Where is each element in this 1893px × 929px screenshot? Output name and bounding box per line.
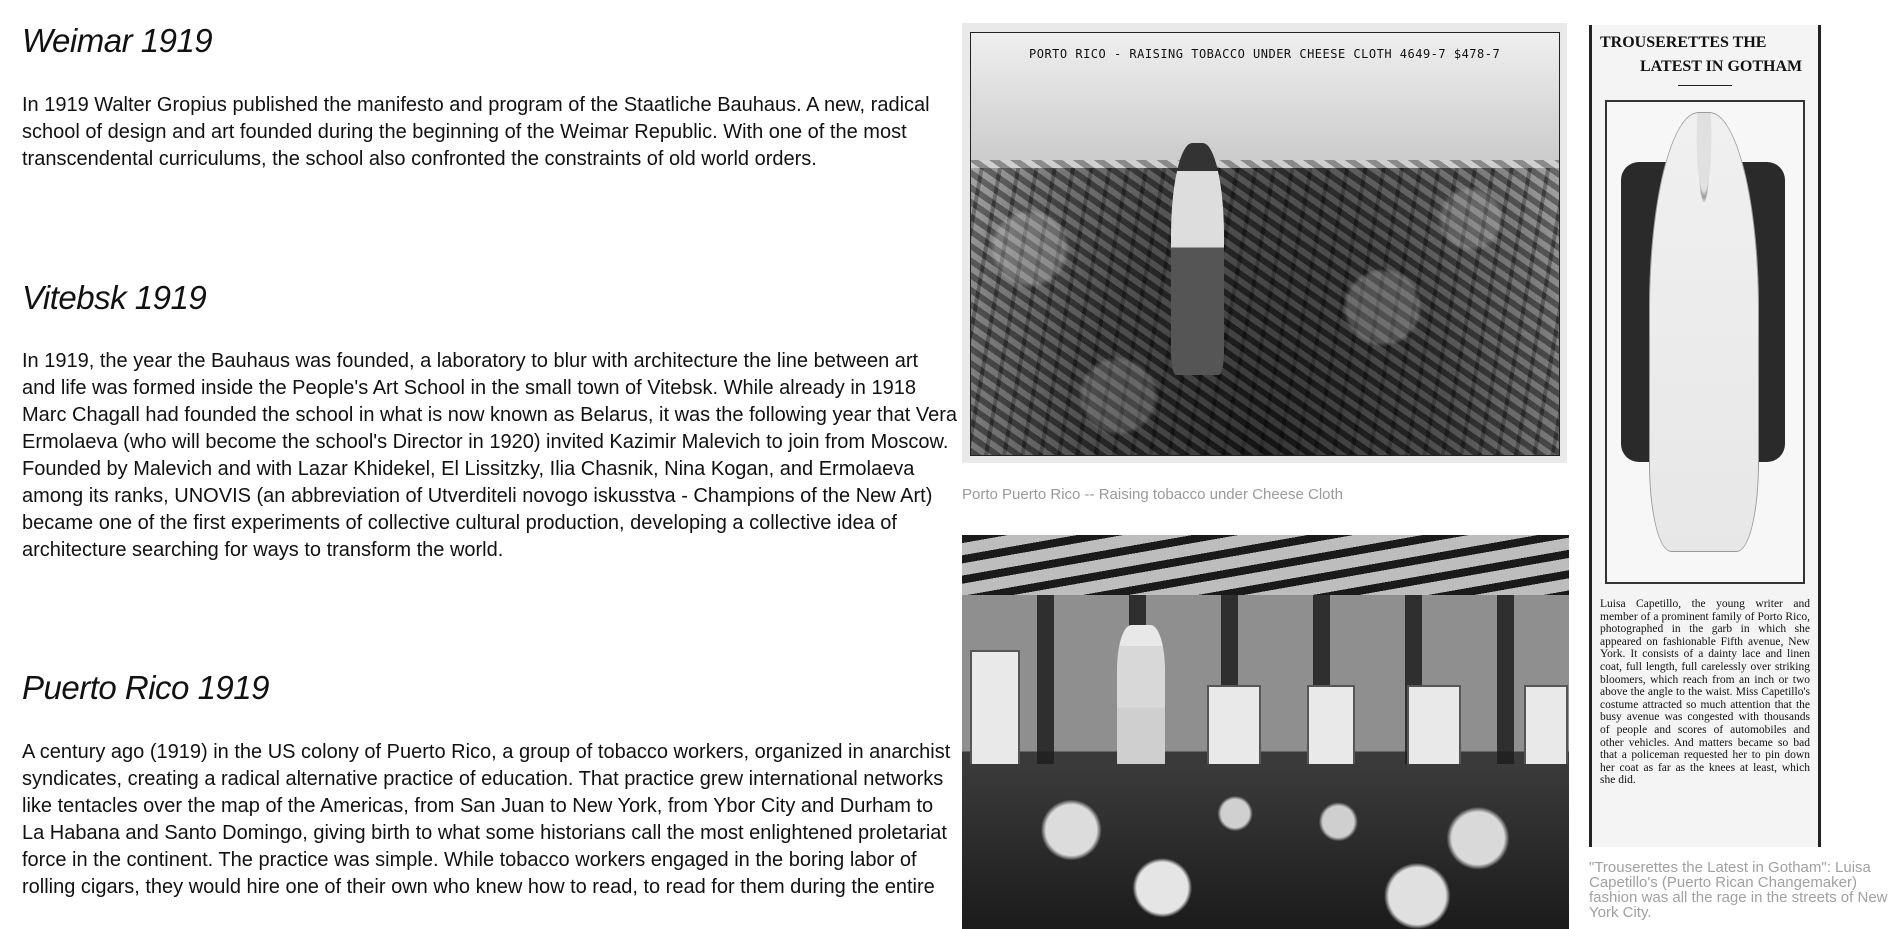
clipping-headline-line2: LATEST IN GOTHAM [1640,58,1803,75]
farm-worker-figure [1171,143,1224,375]
tobacco-field-photo-frame [962,23,1567,463]
clipping-body: Luisa Capetillo, the young writer and member of a prominent family of Porto Rico, photographed in the garb in which she appeared on fashionable Fifth avenue, New York. It consists of a dainty lace and linen coat, full length, full carelessly over striking bloomers, which reach from an inch or two above the angle to the waist. Miss Capetillo's costume attracted so much attention that the busy avenue was congested with thousands of people and scores of automobiles and other vehicles. And matters became so bad that a policeman requested her to pin down her coat as far as the knees at least, which she did. [1600,598,1810,787]
tobacco-field-caption: Porto Puerto Rico -- Raising tobacco under Cheese Cloth [962,486,1344,503]
lector-reader-figure [1117,625,1165,775]
clipping-headline-line1: TROUSERETTES THE [1600,34,1767,51]
luisa-capetillo-figure [1649,112,1759,552]
section-heading: Weimar 1919 [22,22,213,59]
clipping-headline [1592,25,1818,79]
clipping-portrait [1605,100,1805,584]
photo-inscription: PORTO RICO - RAISING TOBACCO UNDER CHEESE CLOTH 4649-7 $478-7 [1029,47,1501,61]
section-heading: Vitebsk 1919 [22,279,207,316]
newspaper-clipping [1589,25,1821,847]
clipping-divider [1678,85,1732,86]
section-heading: Puerto Rico 1919 [22,669,269,706]
section-body: In 1919 Walter Gropius published the manifesto and program of the Staatliche Bauhaus. A new, radical school of design and art founded during the beginning of the Weimar Republic. With one of the most transcendental curriculums, the school also confronted the constraints of old world orders. [22,94,930,170]
section-body: In 1919, the year the Bauhaus was founded, a laboratory to blur with architecture the line between art and life was formed inside the People's Art School in the small town of Vitebsk. While already in 1918 Marc Chagall had founded the school in what is now known as Belarus, it was the following year that Vera Ermolaeva (who will become the school's Director in 1920) invited Kazimir Malevich to join from Moscow. Founded by Malevich and with Lazar Khidekel, El Lissitzky, Ilia Chasnik, Nina Kogan, and Ermolaeva among its ranks, UNOVIS (an abbreviation of Utverditeli novogo iskusstva - Champions of the New Art) became one of the first experiments of collective cultural production, developing a collective idea of architecture searching for ways to transform the world. [22,350,957,561]
clipping-caption: "Trouserettes the Latest in Gotham": Luisa Capetillo's (Puerto Rican Changemaker) fashion was all the rage in the streets of New York City. [1589,859,1888,921]
factory-rafters [962,535,1569,595]
tobacco-field-photo [970,32,1560,456]
cigar-factory-photo [962,535,1569,929]
section-body: A century ago (1919) in the US colony of Puerto Rico, a group of tobacco workers, organized in anarchist syndicates, creating a radical alternative practice of education. That practice grew international networks like tentacles over the map of the Americas, from San Juan to New York, from Ybor City and Durham to La Habana and Santo Domingo, giving birth to what some historians call the most enlightened proletariat force in the continent. The practice was simple. While tobacco workers engaged in the boring labor of rolling cigars, they would hire one of their own who knew how to read, to read for them during the entire [22,741,951,898]
cigar-workers-at-tables [962,764,1569,929]
tobacco-leaves [971,160,1559,455]
